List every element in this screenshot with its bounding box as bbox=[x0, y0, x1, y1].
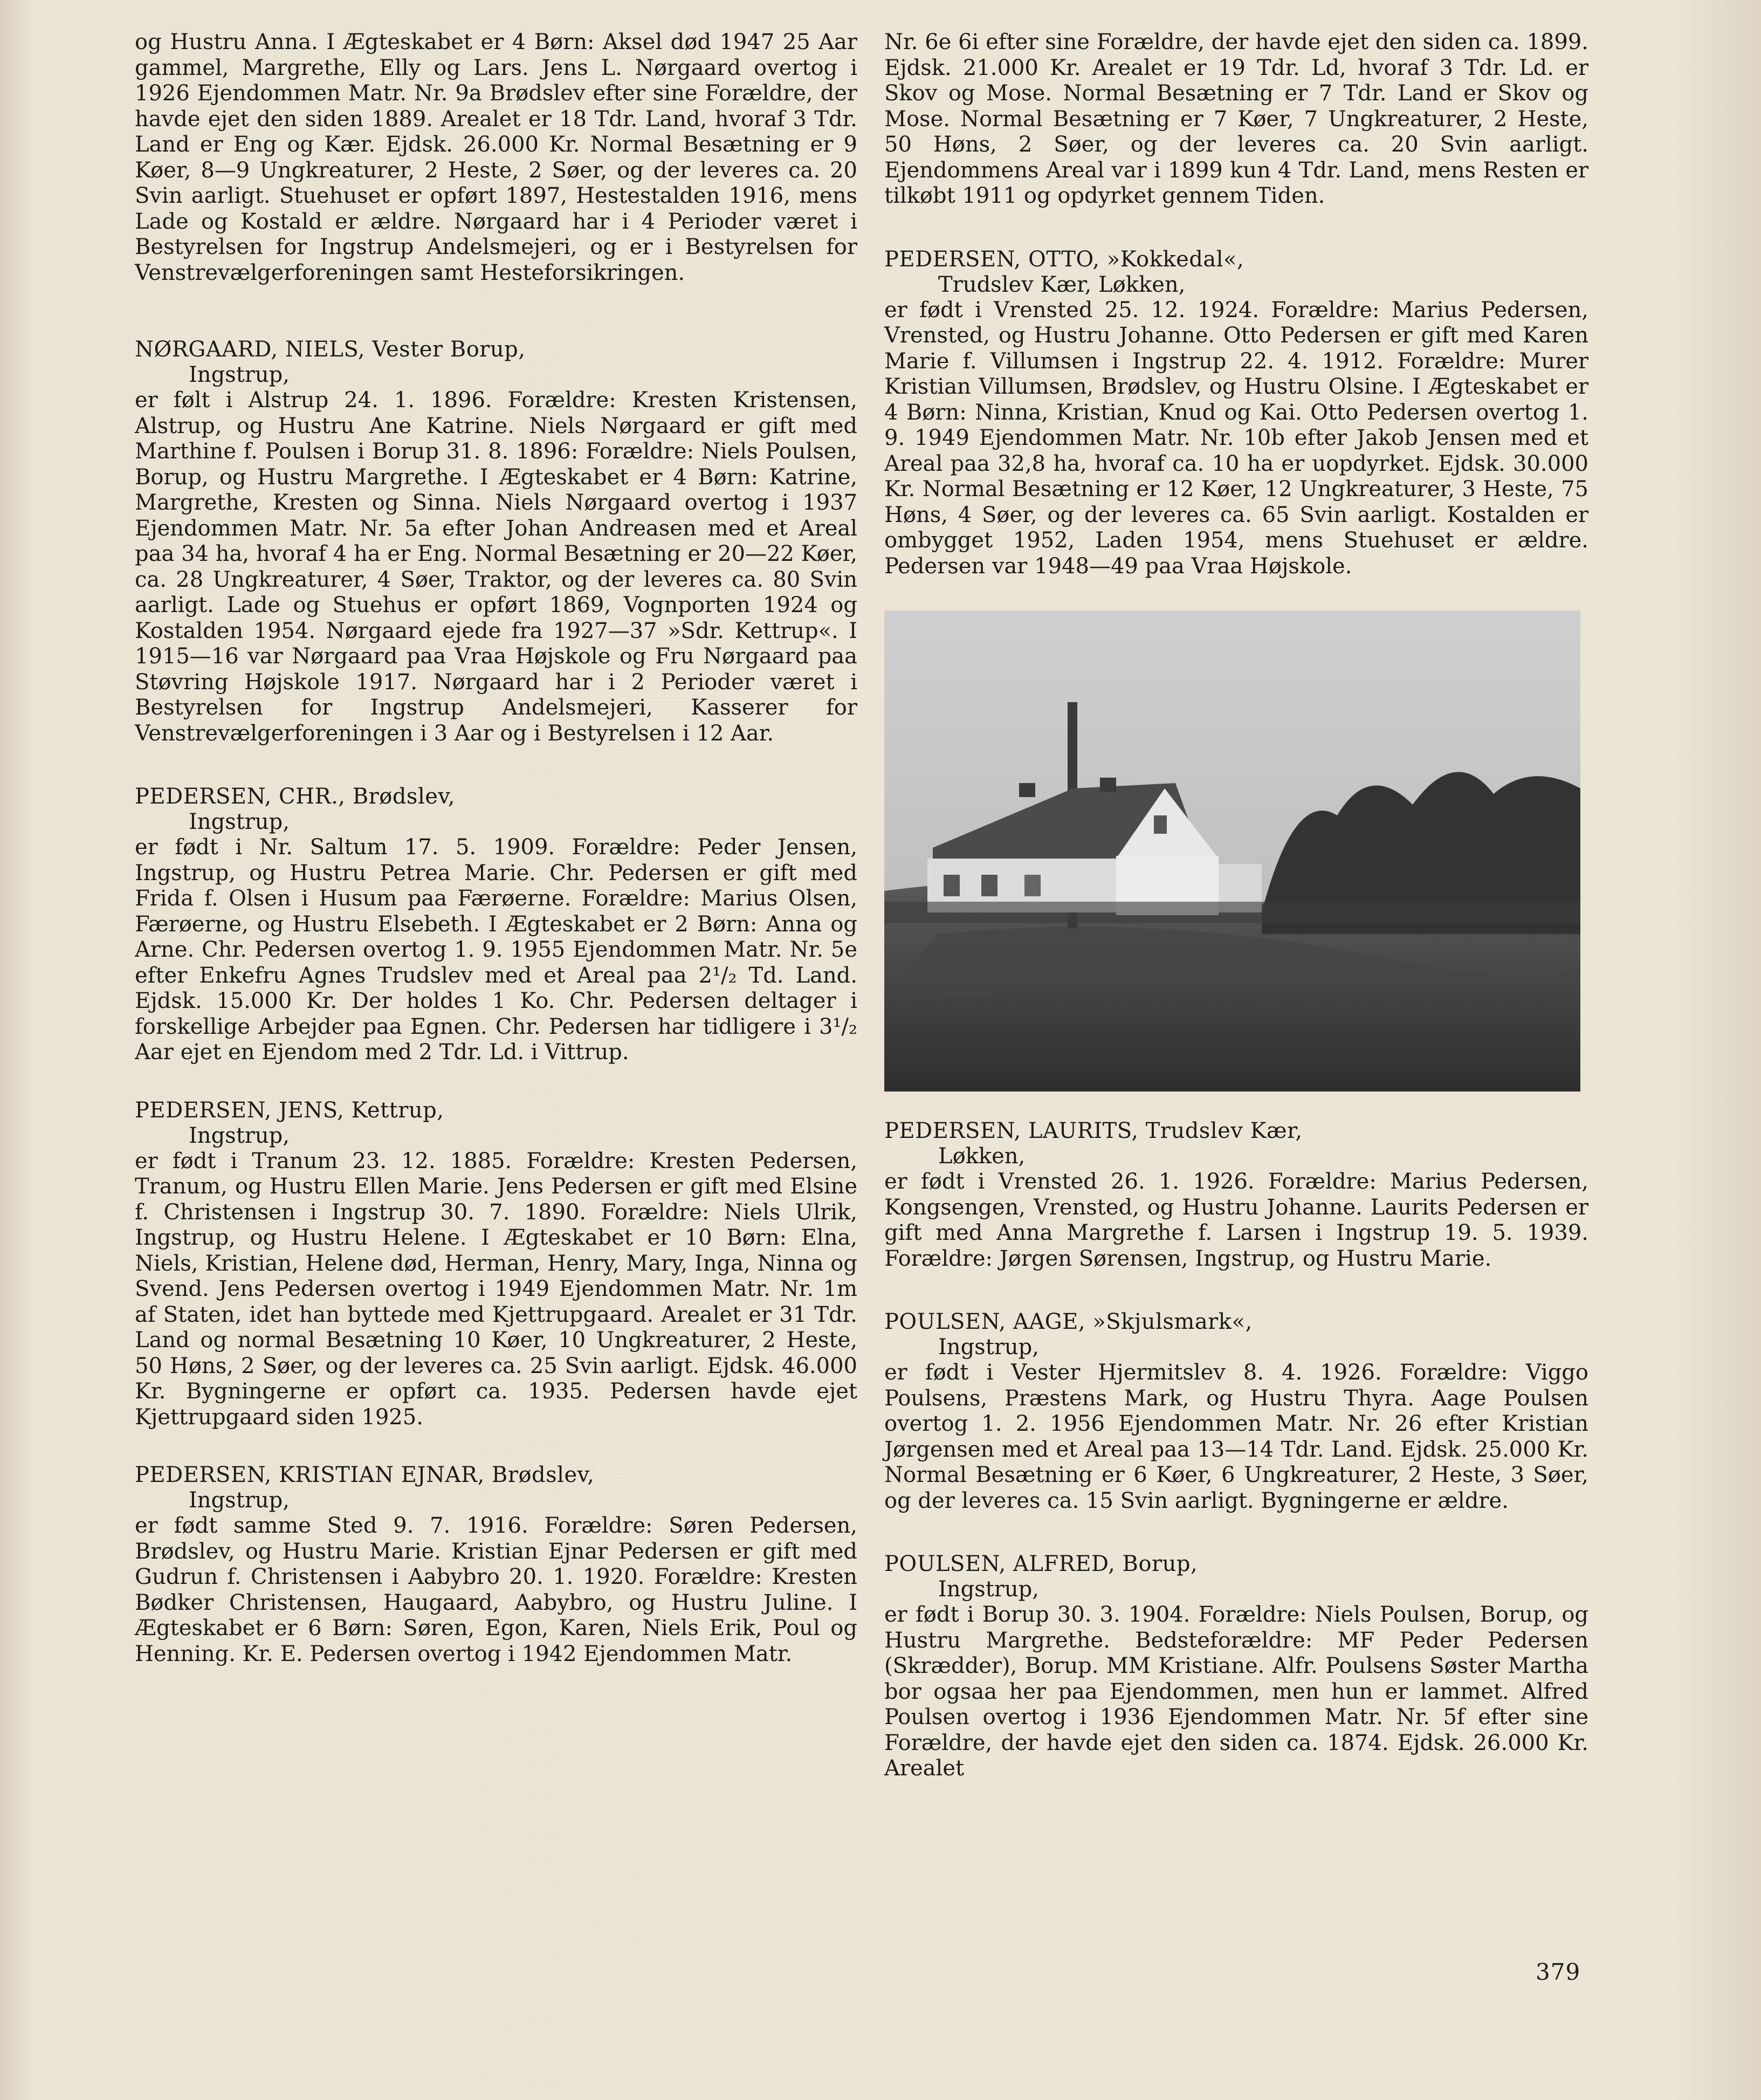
entry-place: Ingstrup, bbox=[189, 809, 290, 834]
entry-pedersen-jens bbox=[135, 1098, 857, 1431]
entry-pedersen-chr bbox=[135, 784, 857, 1066]
entry-text: er født i Vrensted 25. 12. 1924. Forældre: Marius Pedersen, Vrensted, og Hustru Johanne. Otto Pedersen er gift med Karen Marie f. Villumsen i Ingstrup 22. 4. 1912. Forældre: Murer Kristian Villumsen, Brødslev, og Hustru Olsine. I Ægteskabet er 4 Børn: Ninna, Kristian, Knud og Kai. Otto Pedersen overtog 1. 9. 1949 Ejendommen Matr. Nr. 10b efter Jakob Jensen med et Areal paa 32,8 ha, hvoraf ca. 10 ha er uopdyrket. Ejdsk. 30.000 Kr. Normal Besætning er 12 Køer, 12 Ungkreaturer, 3 Heste, 75 Høns, 4 Søer, og der leveres ca. 65 Svin aarligt. Kostalden er ombygget 1952, Laden 1954, mens Stuehuset er ældre. Pedersen var 1948—49 paa Vraa Højskole. bbox=[884, 297, 1588, 579]
entry-place: Ingstrup, bbox=[189, 362, 290, 387]
entry-heading: PEDERSEN, JENS, Kettrup, bbox=[135, 1097, 444, 1123]
entry-text: er født i Nr. Saltum 17. 5. 1909. Forældre: Peder Jensen, Ingstrup, og Hustru Petrea Marie. Chr. Pedersen er gift med Frida f. Olsen i Husum paa Færøerne. Forældre: Marius Olsen, Færøerne, og Hustru Elsebeth. I Ægteskabet er 2 Børn: Anna og Arne. Chr. Pedersen overtog 1. 9. 1955 Ejendommen Matr. Nr. 5e efter Enkefru Agnes Trudslev med et Areal paa 2¹/₂ Td. Land. Ejdsk. 15.000 Kr. Der holdes 1 Ko. Chr. Pedersen deltager i forskellige Arbejder paa Egnen. Chr. Pedersen har tidligere i 3¹/₂ Aar ejet en Ejendom med 2 Tdr. Ld. i Vittrup. bbox=[135, 835, 857, 1065]
entry-text: er født i Tranum 23. 12. 1885. Forældre: Kresten Pedersen, Tranum, og Hustru Ellen Marie. Jens Pedersen er gift med Elsine f. Christensen i Ingstrup 30. 7. 1890. Forældre: Niels Ulrik, Ingstrup, og Hustru Helene. I Ægteskabet er 10 Børn: Elna, Niels, Kristian, Helene død, Herman, Henry, Mary, Inga, Ninna og Svend. Jens Pedersen overtog i 1949 Ejendommen Matr. Nr. 1m af Staten, idet han byttede med Kjettrupgaard. Arealet er 31 Tdr. Land og normal Besætning 10 Køer, 10 Ungkreaturer, 2 Heste, 50 Høns, 2 Søer, og der leveres ca. 25 Svin aarligt. Ejdsk. 46.000 Kr. Bygningerne er opført ca. 1935. Pedersen havde ejet Kjettrupgaard siden 1925. bbox=[135, 1148, 857, 1430]
page-number: 379 bbox=[1536, 1959, 1581, 1985]
entry-heading: PEDERSEN, LAURITS, Trudslev Kær, bbox=[884, 1118, 1303, 1143]
entry-pedersen-kristian-ejnar bbox=[135, 1463, 857, 1667]
farmhouse-photo bbox=[884, 610, 1580, 1092]
entry-place: Trudslev Kær, Løkken, bbox=[938, 272, 1186, 297]
entry-heading: POULSEN, ALFRED, Borup, bbox=[884, 1552, 1198, 1576]
entry-place: Løkken, bbox=[938, 1144, 1026, 1169]
left-column bbox=[135, 30, 857, 1667]
entry-poulsen-alfred bbox=[884, 1552, 1588, 1782]
right-column bbox=[884, 30, 1588, 1782]
entry-place: Ingstrup, bbox=[938, 1577, 1039, 1602]
entry-heading: PEDERSEN, KRISTIAN EJNAR, Brødslev, bbox=[135, 1463, 595, 1487]
entry-poulsen-aage bbox=[884, 1309, 1588, 1514]
entry-place: Ingstrup, bbox=[938, 1335, 1039, 1360]
entry-heading: PEDERSEN, CHR., Brødslev, bbox=[135, 784, 455, 809]
entry-text: er født i Borup 30. 3. 1904. Forældre: Niels Poulsen, Borup, og Hustru Margrethe. Bedsteforældre: MF Peder Pedersen (Skrædder), Borup. MM Kristiane. Alfr. Poulsens Søster Martha bor ogsaa her paa Ejendommen, men hun er lammet. Alfred Poulsen overtog i 1936 Ejendommen Matr. Nr. 5f efter sine Forældre, der havde ejet den siden ca. 1874. Ejdsk. 26.000 Kr. Arealet bbox=[884, 1602, 1588, 1781]
entry-continuation-left bbox=[135, 30, 857, 286]
entry-text: er følt i Alstrup 24. 1. 1896. Forældre: Kresten Kristensen, Alstrup, og Hustru Ane Katrine. Niels Nørgaard er gift med Marthine f. Poulsen i Borup 31. 8. 1896: Forældre: Niels Poulsen, Borup, og Hustru Margrethe. I Ægteskabet er 4 Børn: Katrine, Margrethe, Kresten og Sinna. Niels Nørgaard overtog i 1937 Ejendommen Matr. Nr. 5a efter Johan Andreasen med et Areal paa 34 ha, hvoraf 4 ha er Eng. Normal Besætning er 20—22 Køer, ca. 28 Ungkreaturer, 4 Søer, Traktor, og der leveres ca. 80 Svin aarligt. Lade og Stuehus er opført 1869, Vognporten 1924 og Kostalden 1954. Nørgaard ejede fra 1927—37 »Sdr. Kettrup«. I 1915—16 var Nørgaard paa Vraa Højskole og Fru Nørgaard paa Støvring Højskole 1917. Nørgaard har i 2 Perioder været i Bestyrelsen for Ingstrup Andelsmejeri, Kasserer for Venstrevælgerforeningen i 3 Aar og i Bestyrelsen i 12 Aar. bbox=[135, 388, 857, 746]
entry-continuation-right bbox=[884, 30, 1588, 209]
entry-text: er født i Vester Hjermitslev 8. 4. 1926. Forældre: Viggo Poulsens, Præstens Mark, og Hustru Thyra. Aage Poulsen overtog 1. 2. 1956 Ejendommen Matr. Nr. 26 efter Kristian Jørgensen med et Areal paa 13—14 Tdr. Land. Ejdsk. 25.000 Kr. Normal Besætning er 6 Køer, 6 Ungkreaturer, 2 Heste, 3 Søer, og der leveres ca. 15 Svin aarligt. Bygningerne er ældre. bbox=[884, 1360, 1588, 1513]
entry-heading: NØRGAARD, NIELS, Vester Borup, bbox=[135, 337, 526, 362]
entry-text: Nr. 6e 6i efter sine Forældre, der havde ejet den siden ca. 1899. Ejdsk. 21.000 Kr. Arealet er 19 Tdr. Ld, hvoraf 3 Tdr. Ld. er Skov og Mose. Normal Besætning er 7 Tdr. Land er Skov og Mose. Normal Besætning er 7 Køer, 7 Ungkreaturer, 2 Heste, 50 Høns, 2 Søer, og der leveres ca. 20 Svin aarligt. Ejendommens Areal var i 1899 kun 4 Tdr. Land, mens Resten er tilkøbt 1911 og opdyrket gennem Tiden. bbox=[884, 30, 1588, 208]
entry-pedersen-laurits bbox=[884, 1118, 1588, 1272]
entry-heading: PEDERSEN, OTTO, »Kokkedal«, bbox=[884, 246, 1244, 272]
entry-text: er født samme Sted 9. 7. 1916. Forældre: Søren Pedersen, Brødslev, og Hustru Marie. Kristian Ejnar Pedersen er gift med Gudrun f. Christensen i Aabybro 20. 1. 1920. Forældre: Kresten Bødker Christensen, Haugaard, Aabybro, og Hustru Juline. I Ægteskabet er 6 Børn: Søren, Egon, Karen, Niels Erik, Poul og Henning. Kr. E. Pedersen overtog i 1942 Ejendommen Matr. bbox=[135, 1513, 857, 1666]
entry-noergaard-niels bbox=[135, 337, 857, 746]
entry-text: er født i Vrensted 26. 1. 1926. Forældre: Marius Pedersen, Kongsengen, Vrensted, og Hustru Johanne. Laurits Pedersen er gift med Anna Margrethe f. Larsen i Ingstrup 19. 5. 1939. Forældre: Jørgen Sørensen, Ingstrup, og Hustru Marie. bbox=[884, 1169, 1588, 1271]
entry-place: Ingstrup, bbox=[189, 1488, 290, 1513]
farmhouse-photo-image bbox=[884, 610, 1580, 1092]
entry-pedersen-otto bbox=[884, 247, 1588, 580]
entry-text: og Hustru Anna. I Ægteskabet er 4 Børn: Aksel død 1947 25 Aar gammel, Margrethe, Elly og Lars. Jens L. Nørgaard overtog i 1926 Ejendommen Matr. Nr. 9a Brødslev efter sine Forældre, der havde ejet den siden 1889. Arealet er 18 Tdr. Land, hvoraf 3 Tdr. Land er Eng og Kær. Ejdsk. 26.000 Kr. Normal Besætning er 9 Køer, 8—9 Ungkreaturer, 2 Heste, 2 Søer, og der leveres ca. 20 Svin aarligt. Stuehuset er opført 1897, Hestestalden 1916, mens Lade og Kostald er ældre. Nørgaard har i 4 Perioder været i Bestyrelsen for Ingstrup Andelsmejeri, og er i Bestyrelsen for Venstrevælgerforeningen samt Hesteforsikringen. bbox=[135, 30, 857, 285]
entry-heading: POULSEN, AAGE, »Skjulsmark«, bbox=[884, 1309, 1253, 1334]
entry-place: Ingstrup, bbox=[189, 1123, 290, 1148]
